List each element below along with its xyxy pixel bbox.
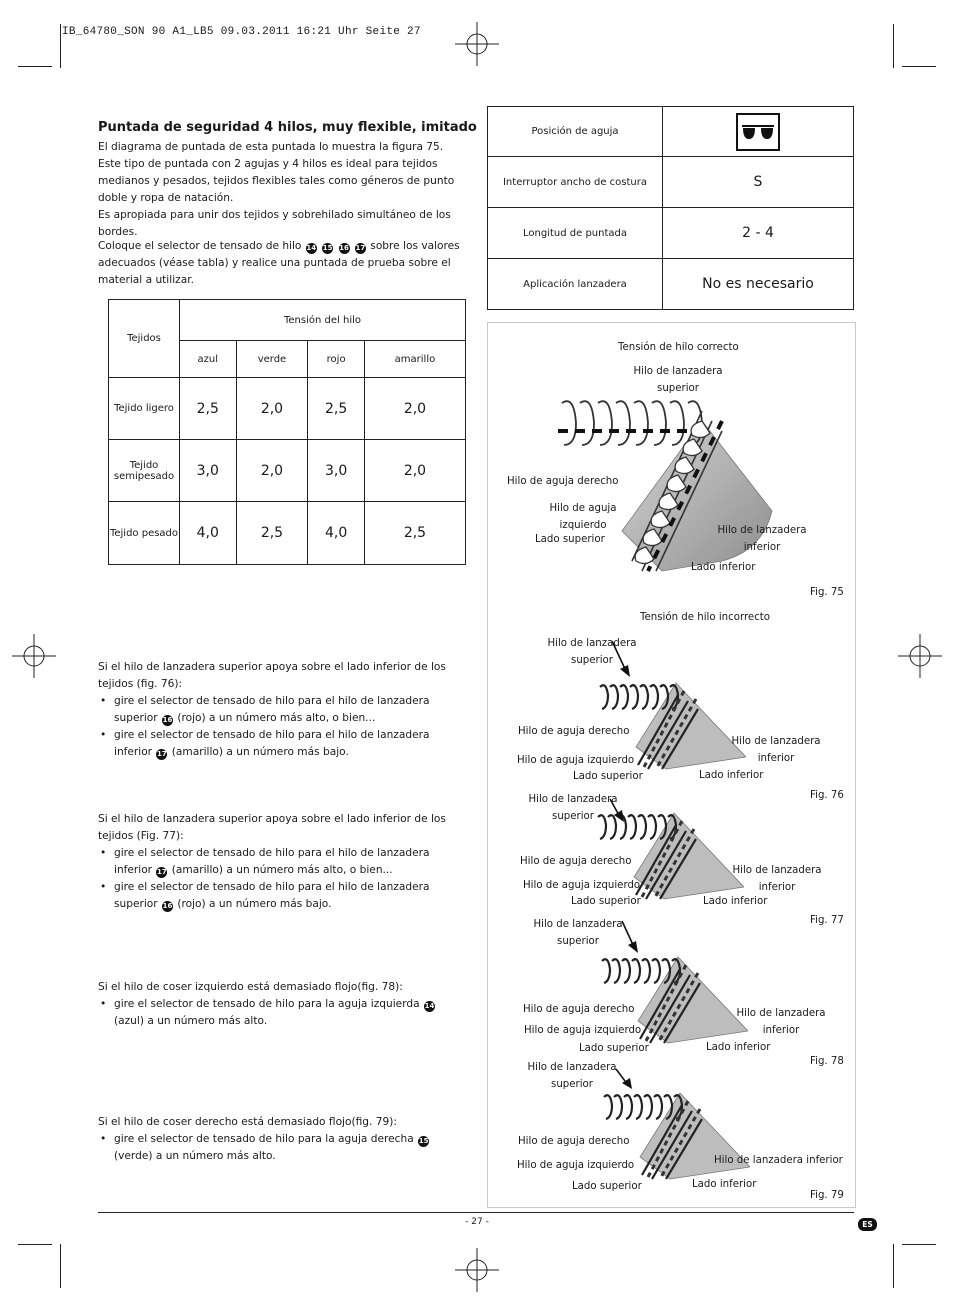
table-cell: 2,0 [364,440,465,502]
label-upper-looper: Hilo de lanzadera superior [633,366,723,394]
print-header: IB_64780_SON 90 A1_LB5 09.03.2011 16:21 Uhr Seite 27 [62,26,421,38]
badge-16: 16 [162,902,173,910]
label-left-needle: Hilo de aguja izquierdo [523,880,641,891]
fig-heading: Tensión de hilo correcto [618,342,739,353]
label-top-side: Lado superior [535,534,605,545]
column-header: rojo [308,341,365,378]
table-row [488,259,854,310]
label-lower-looper: Hilo de lanzadera inferior [736,1008,826,1036]
label-top-side: Lado superior [573,771,643,782]
instruction-text [98,238,468,289]
column-header: amarillo [364,341,465,378]
label-bottom-side: Lado inferior [691,562,756,573]
label-bottom-side: Lado inferior [706,1042,771,1053]
badge-15: 15 [418,1137,429,1145]
table-group-header: Tensión del hilo [180,300,466,341]
fig-number: Fig. 78 [810,1056,844,1067]
label-top-side: Lado superior [571,896,641,907]
crop-mark [893,24,894,68]
table-cell: 4,0 [180,502,237,565]
label-upper-looper: Hilo de lanzadera superior [528,794,618,822]
language-badge: ES [858,1218,877,1231]
label-lower-looper: Hilo de lanzadera inferior [731,736,821,764]
table-cell: 2,0 [236,440,308,502]
label-left-needle: Hilo de aguja izquierdo [549,503,617,531]
spec-value: No es necesario [663,259,854,310]
bullet-item: • gire el selector de tensado de hilo para el hilo de lanzadera inferior 17 (amarillo) a un número más alto, o bien... [98,845,468,879]
table-cell: 2,5 [308,378,365,440]
badge-14: 14 [306,244,317,252]
case-intro: Si el hilo de lanzadera superior apoya sobre el lado inferior de los tejidos (Fig. 77): [98,813,446,842]
label-bottom-side: Lado inferior [699,770,764,781]
case-fig78 [98,979,468,1030]
spec-value: S [663,157,854,208]
table-cell: 3,0 [308,440,365,502]
instruction-after: sobre los valores adecuados (véase tabla) y realice una puntada de prueba sobre el material a utilizar. [98,240,460,286]
intro-line: Es apropiada para unir dos tejidos y sobrehilado simultáneo de los bordes. [98,209,451,238]
crop-mark [60,1244,61,1288]
crop-mark [18,1244,52,1245]
crop-mark [902,66,936,67]
case-intro: Si el hilo de coser izquierdo está demasiado flojo(fig. 78): [98,981,403,993]
spec-label: Aplicación lanzadera [488,259,663,310]
page-number: - 27 - [465,1217,489,1227]
specs-table [487,106,854,310]
intro-line: Este tipo de puntada con 2 agujas y 4 hilos es ideal para tejidos medianos y pesados, tejidos flexibles tales como géneros de punto doble y ropa de natación. [98,158,455,204]
spec-value [663,107,854,157]
label-top-side: Lado superior [579,1043,649,1054]
label-left-needle: Hilo de aguja izquierdo [517,1160,635,1171]
table-corner: Tejidos [109,300,180,378]
label-lower-looper: Hilo de lanzadera inferior [714,1155,843,1166]
label-left-needle: Hilo de aguja izquierdo [524,1025,642,1036]
table-row [109,440,466,502]
label-right-needle: Hilo de aguja derecho [520,856,632,867]
table-row [488,208,854,259]
fig-number: Fig. 77 [810,915,844,926]
label-top-side: Lado superior [572,1181,642,1192]
label-right-needle: Hilo de aguja derecho [523,1004,635,1015]
case-fig77 [98,811,468,913]
label-lower-looper: Hilo de lanzadera inferior [732,865,822,893]
bullet-item: • gire el selector de tensado de hilo para el hilo de lanzadera inferior 17 (amarillo) a un número más bajo. [98,727,468,761]
registration-mark-icon [12,634,56,678]
fig-number: Fig. 75 [810,587,844,598]
intro-line: El diagrama de puntada de esta puntada lo muestra la figura 75. [98,141,444,153]
table-cell: 3,0 [180,440,237,502]
crop-mark [18,66,52,67]
table-cell: 2,5 [236,502,308,565]
label-left-needle: Hilo de aguja izquierdo [517,755,635,766]
tension-table [108,299,466,565]
case-intro: Si el hilo de coser derecho está demasiado flojo(fig. 79): [98,1116,397,1128]
table-cell: 2,5 [364,502,465,565]
fig-heading: Tensión de hilo incorrecto [640,612,771,623]
label-upper-looper: Hilo de lanzadera superior [547,638,637,666]
case-fig79 [98,1114,468,1165]
fig-number: Fig. 79 [810,1190,844,1201]
column-header: azul [180,341,237,378]
spec-label: Posición de aguja [488,107,663,157]
label-upper-looper: Hilo de lanzadera superior [527,1062,617,1090]
badge-14: 14 [424,1002,435,1010]
row-label: Tejido semipesado [109,440,180,502]
bullet-item: • gire el selector de tensado de hilo para el hilo de lanzadera superior 16 (rojo) a un número más alto, o bien... [98,693,468,727]
label-right-needle: Hilo de aguja derecho [518,726,630,737]
bullet-item: • gire el selector de tensado de hilo para la aguja derecha 15 (verde) a un número más alto. [98,1131,468,1165]
table-row [109,378,466,440]
badge-17: 17 [355,244,366,252]
intro-text [98,139,468,241]
label-right-needle: Hilo de aguja derecho [518,1136,630,1147]
label-upper-looper: Hilo de lanzadera superior [533,919,623,947]
fig-number: Fig. 76 [810,790,844,801]
label-bottom-side: Lado inferior [692,1179,757,1190]
badge-17: 17 [157,750,167,758]
spec-label: Interruptor ancho de costura [488,157,663,208]
crop-mark [893,1244,894,1288]
needle-position-icon [736,113,780,151]
spec-label: Longitud de puntada [488,208,663,259]
spec-value: 2 - 4 [663,208,854,259]
table-row [109,502,466,565]
case-fig76 [98,659,468,761]
bullet-item: • gire el selector de tensado de hilo para la aguja izquierda 14 (azul) a un número más alto. [98,996,468,1030]
table-row [488,157,854,208]
badge-15: 15 [322,244,333,252]
badge-16: 16 [339,244,349,252]
section-title: Puntada de seguridad 4 hilos, muy flexible, imitado [98,120,477,135]
label-lower-looper: Hilo de lanzadera inferior [717,525,807,553]
table-cell: 4,0 [308,502,365,565]
registration-mark-icon [455,22,499,66]
table-cell: 2,0 [364,378,465,440]
crop-mark [902,1244,936,1245]
case-intro: Si el hilo de lanzadera superior apoya sobre el lado inferior de los tejidos (fig. 76): [98,661,446,690]
badge-16: 16 [162,716,173,724]
figure-panel [487,322,856,1208]
label-bottom-side: Lado inferior [703,896,768,907]
table-row [488,107,854,157]
row-label: Tejido ligero [109,378,180,440]
row-label: Tejido pesado [109,502,180,565]
column-header: verde [236,341,308,378]
table-cell: 2,0 [236,378,308,440]
registration-mark-icon [898,634,942,678]
footer-rule [98,1212,854,1213]
badge-17: 17 [157,868,167,876]
label-right-needle: Hilo de aguja derecho [507,476,619,487]
crop-mark [60,24,61,68]
instruction-before: Coloque el selector de tensado de hilo [98,240,302,252]
table-cell: 2,5 [180,378,237,440]
registration-mark-icon [455,1248,499,1292]
bullet-item: • gire el selector de tensado de hilo para el hilo de lanzadera superior 16 (rojo) a un número más bajo. [98,879,468,913]
